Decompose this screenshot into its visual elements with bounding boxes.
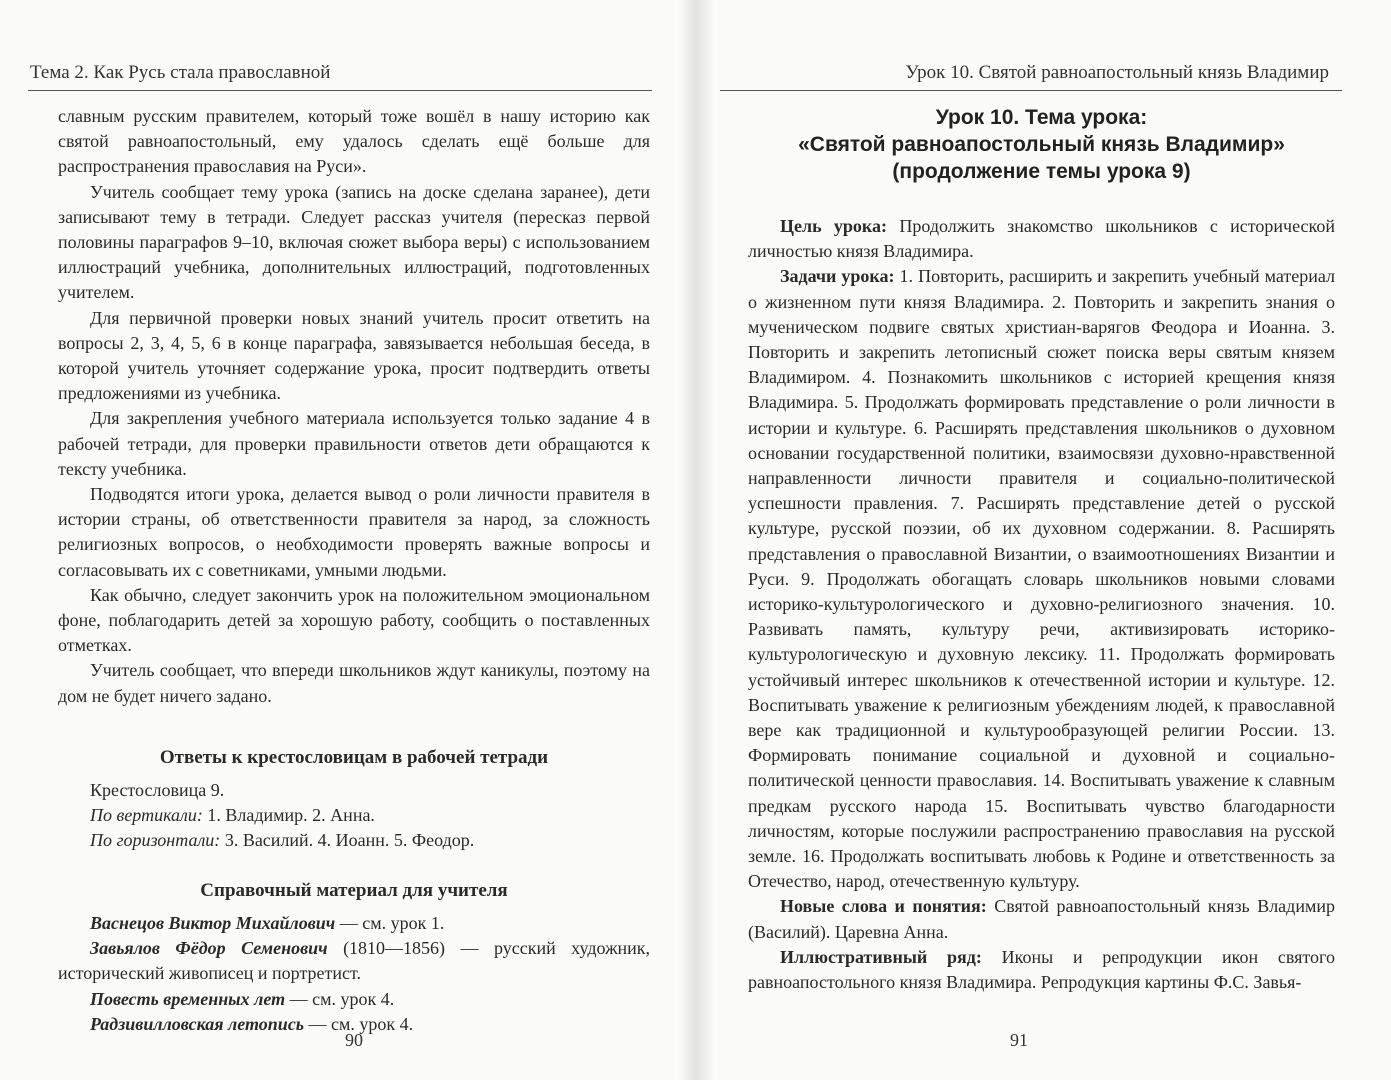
tasks-label: Задачи урока: bbox=[780, 266, 895, 287]
horizontal-text: 3. Василий. 4. Иоанн. 5. Феодор. bbox=[220, 830, 475, 851]
illustrative-text: Иконы и репродукции икон святого равноапостольного князя Владимира. Репродукция картины Ф.С. Завья- bbox=[748, 946, 1335, 993]
reference-text: — см. урок 1. bbox=[335, 912, 445, 933]
new-words bbox=[748, 894, 1335, 944]
right-header-rule bbox=[720, 90, 1342, 91]
vertical-answers bbox=[58, 803, 650, 828]
vertical-text: 1. Владимир. 2. Анна. bbox=[202, 805, 375, 826]
reference-entry bbox=[58, 911, 650, 936]
goal-label: Цель урока: bbox=[780, 216, 888, 236]
paragraph: Учитель сообщает, что впереди школьников ждут каникулы, поэтому на дом не будет ничего задано. bbox=[58, 660, 650, 706]
left-body-text bbox=[58, 104, 650, 1037]
paragraph: Как обычно, следует закончить урок на положительном эмоциональном фоне, поблагодарить детей за хорошую работу, сообщить о поставленных отметках. bbox=[58, 584, 650, 656]
lesson-title bbox=[748, 104, 1335, 185]
right-page bbox=[708, 0, 1391, 1080]
horizontal-answers bbox=[58, 828, 650, 853]
illustrative-series bbox=[748, 945, 1335, 995]
horizontal-label: По горизонтали: bbox=[90, 830, 221, 851]
lesson-title-line: Урок 10. Тема урока: bbox=[935, 106, 1148, 129]
tasks-text: 1. Повторить, расширить и закрепить учебный материал о жизненном пути князя Владимира. 2. Повторить и закрепить знания о мученическом подвиге святых христиан-варягов Феодора и Иоанна. 3. Повторить и закрепить летописный сюжет поиска веры святым князем Владимиром. 4. Познакомить школьников с историей крещения князя Владимира. 5. Продолжать формировать представление о роли личности в истории и культуре. 6. Расширять представления школьников о духовном основании государственной политики, взаимосвязи духовно-нравственной направленности личности правителя и социально-политической успешности правления. 7. Расширять представление детей о русской культуре, русской поэзии, об их духовном содержании. 8. Расширять представления о православной Византии, о взаимоотношениях Византии и Руси. 9. Продолжать обогащать словарь школьников новыми словами историко-культурологического и духовно-религиозного значения. 10. Развивать память, культуру речи, активизировать историко-культурологическую и духовную лексику. 11. Продолжать формировать устойчивый интерес школьников к отечественной истории и культуре. 12. Воспитывать уважение к религиозным убеждениям людей, к православной вере как традиционной и культурообразующей религии России. 13. Формировать понимание социальной и духовной и социально-политической ценности православия. 14. Воспитывать уважение к славным предкам русского народа 15. Воспитывать чувство благодарности личностям, которые послужили распространению православия на русской земле. 16. Продолжать воспитывать любовь к Родине и ответственность за Отечество, народ, отечественную культуру. bbox=[748, 266, 1335, 892]
crossword-label: Крестословица 9. bbox=[90, 780, 225, 801]
paragraph: Подводятся итоги урока, делается вывод о роли личности правителя в истории страны, об ответственности правителя за народ, за сложность религиозных вопросов, о необходимости проверять важные вопросы и согласовывать их с советниками, умными людьми. bbox=[58, 484, 650, 580]
answers-section-title: Ответы к крестословицам в рабочей тетради bbox=[159, 746, 549, 768]
left-header-rule bbox=[28, 90, 652, 91]
illustrative-label: Иллюстративный ряд: bbox=[780, 946, 982, 967]
reference-entry bbox=[58, 936, 650, 986]
reference-term: Васнецов Виктор Михайлович bbox=[90, 912, 336, 933]
reference-term: Завьялов Фёдор Семенович bbox=[90, 938, 328, 959]
new-words-text: Святой равноапостольный князь Владимир (Василий). Царевна Анна. bbox=[748, 896, 1335, 942]
lesson-goal bbox=[748, 214, 1335, 264]
reference-text: — см. урок 4. bbox=[285, 988, 395, 1009]
vertical-label: По вертикали: bbox=[90, 805, 203, 826]
reference-text: — см. урок 4. bbox=[304, 1013, 414, 1034]
left-page-number: 90 bbox=[345, 1030, 363, 1050]
paragraph: Для первичной проверки новых знаний учитель просит ответить на вопросы 2, 3, 4, 5, 6 в конце параграфа, завязывается небольшая беседа, в которой учитель уточняет содержание урока, просит подтвердить ответы предложениями из учебника. bbox=[58, 307, 650, 404]
paragraph: Для закрепления учебного материала используется только задание 4 в рабочей тетради, для проверки правильности ответов дети обращаются к тексту учебника. bbox=[58, 408, 650, 479]
reference-term: Радзивилловская летопись bbox=[90, 1013, 305, 1034]
reference-section-title: Справочный материал для учителя bbox=[200, 879, 508, 901]
reference-term: Повесть временных лет bbox=[90, 988, 286, 1009]
lesson-title-line: (продолжение темы урока 9) bbox=[892, 160, 1191, 183]
left-running-head: Тема 2. Как Русь стала православной bbox=[30, 62, 331, 83]
lesson-tasks bbox=[748, 264, 1335, 894]
new-words-label: Новые слова и понятия: bbox=[780, 896, 987, 917]
reference-text: (1810—1856) — русский художник, исторический живописец и портретист. bbox=[58, 938, 651, 984]
paragraph: славным русским правителем, который тоже вошёл в нашу историю как святой равноапостольный, ему удалось сделать ещё больше для распространения православия на Руси». bbox=[58, 106, 650, 177]
reference-entry bbox=[58, 987, 650, 1012]
right-page-number: 91 bbox=[1010, 1030, 1028, 1050]
paragraph: Учитель сообщает тему урока (запись на доске сделана заранее), дети записывают тему в тетради. Следует рассказ учителя (пересказ первой половины параграфов 9–10, включая сюжет выбора веры) с использованием иллюстраций учебника, дополнительных иллюстраций, подготовленных учителем. bbox=[58, 181, 650, 303]
lesson-title-line: «Святой равноапостольный князь Владимир» bbox=[798, 133, 1285, 156]
goal-text: Продолжить знакомство школьников с исторической личностью князя Владимира. bbox=[748, 216, 1335, 262]
right-body-text bbox=[748, 214, 1335, 995]
right-running-head: Урок 10. Святой равноапостольный князь Владимир bbox=[905, 62, 1329, 83]
left-page bbox=[0, 0, 690, 1080]
